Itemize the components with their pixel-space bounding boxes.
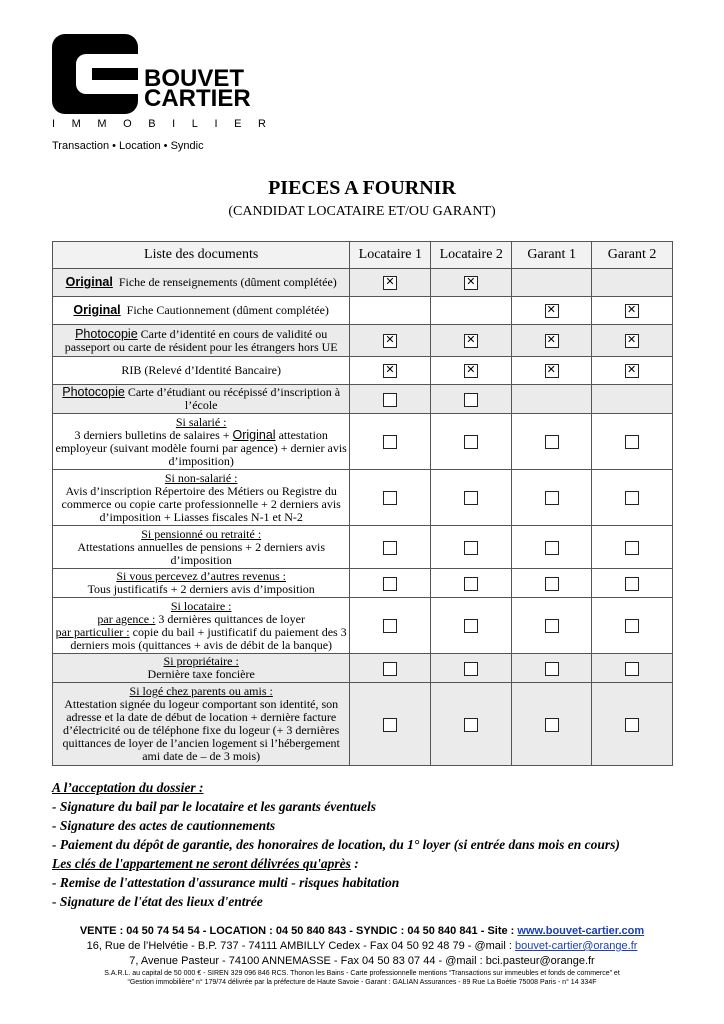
checkbox[interactable] (464, 393, 478, 407)
company-logo (52, 34, 268, 156)
table-header-row (53, 242, 673, 269)
document-description: Si propriétaire : Dernière taxe foncière (53, 654, 350, 683)
document-description: Photocopie Carte d’étudiant ou récépissé d’inscription à l’école (53, 385, 350, 414)
checkbox[interactable] (545, 541, 559, 555)
checkbox-checked[interactable] (464, 276, 478, 290)
checkbox[interactable] (545, 718, 559, 732)
immobilier-wordmark: I M M O B I L I E R (52, 118, 266, 130)
checkbox-checked[interactable] (545, 334, 559, 348)
checkbox[interactable] (464, 662, 478, 676)
document-description: Si locataire : par agence : 3 dernières quittances de loyer par particulier : copie du bail + justificatif du paiement des 3 derniers mois (quittances + avis de débit de la banque) (53, 598, 350, 654)
footer-contacts: VENTE : 04 50 74 54 54 - LOCATION : 04 50 840 843 - SYNDIC : 04 50 840 841 - Site : www.bouvet-cartier.com (79, 925, 645, 937)
checkbox[interactable] (545, 491, 559, 505)
checkbox[interactable] (383, 393, 397, 407)
checkbox[interactable] (383, 619, 397, 633)
logo-mark-icon (52, 34, 142, 116)
table-row (53, 654, 673, 683)
checkbox[interactable] (625, 619, 639, 633)
acceptance-item: - Paiement du dépôt de garantie, des honoraires de location, du 1° loyer (si entrée dans mois en cours) (52, 837, 620, 852)
table-row (53, 297, 673, 325)
brand-name-line2: CARTIER (144, 85, 251, 112)
checkbox[interactable] (464, 435, 478, 449)
document-description: Si non-salarié : Avis d’inscription Répertoire des Métiers ou Registre du commerce ou copie carte professionnelle + 2 derniers avis d’imposition + Liasses fiscales N-1 et N-2 (53, 470, 350, 526)
checkbox[interactable] (383, 491, 397, 505)
checkbox[interactable] (383, 718, 397, 732)
column-header: Locataire 1 (350, 242, 431, 269)
table-row (53, 357, 673, 385)
document-description: RIB (Relevé d’Identité Bancaire) (53, 357, 350, 385)
table-row (53, 683, 673, 766)
table-row (53, 470, 673, 526)
footer-legal: S.A.R.L. au capital de 50 000 € - SIREN 329 096 846 RCS. Thonon les Bains - Carte professionnelle mentions “Transactions sur immeubles et fonds de commerce” et (104, 970, 620, 977)
keys-heading: Les clés de l'appartement ne seront délivrées qu'après : (52, 856, 359, 871)
checkbox[interactable] (625, 662, 639, 676)
keys-item: - Remise de l'attestation d'assurance multi - risques habitation (52, 875, 400, 890)
checkbox[interactable] (383, 662, 397, 676)
checkbox-checked[interactable] (464, 334, 478, 348)
table-row (53, 569, 673, 598)
table-row (53, 269, 673, 297)
brand-name-line1: BOUVET (144, 65, 245, 92)
document-description: Si vous percevez d’autres revenus : Tous justificatifs + 2 derniers avis d’imposition (53, 569, 350, 598)
checkbox[interactable] (545, 619, 559, 633)
checkbox[interactable] (464, 718, 478, 732)
acceptance-section (52, 778, 702, 911)
keys-item: - Signature de l'état des lieux d'entrée (52, 894, 263, 909)
table-row (53, 598, 673, 654)
checkbox[interactable] (625, 435, 639, 449)
checkbox-checked[interactable] (625, 334, 639, 348)
checkbox[interactable] (464, 491, 478, 505)
logo-tagline: Transaction • Location • Syndic (52, 140, 204, 152)
checkbox-checked[interactable] (625, 304, 639, 318)
page-title: PIECES A FOURNIR (268, 177, 456, 199)
table-row (53, 414, 673, 470)
footer-address-ambilly: 16, Rue de l’Helvétie - B.P. 737 - 74111 AMBILLY Cedex - Fax 04 50 92 48 79 - @mail : bouvet-cartier@orange.fr (86, 940, 638, 952)
table-row (53, 385, 673, 414)
footer-address-annemasse: 7, Avenue Pasteur - 74100 ANNEMASSE - Fax 04 50 83 07 44 - @mail : bci.pasteur@orange.fr (129, 955, 595, 967)
checkbox-checked[interactable] (383, 276, 397, 290)
acceptance-item: - Signature des actes de cautionnements (52, 818, 276, 833)
column-header: Garant 1 (512, 242, 592, 269)
document-description: Si salarié : 3 derniers bulletins de salaires + Original attestation employeur (suivant modèle fourni par agence) + dernier avis d’imposition) (53, 414, 350, 470)
documents-table (52, 241, 673, 766)
checkbox[interactable] (383, 577, 397, 591)
checkbox[interactable] (545, 662, 559, 676)
checkbox-checked[interactable] (383, 334, 397, 348)
checkbox[interactable] (464, 619, 478, 633)
checkbox[interactable] (464, 541, 478, 555)
table-row (53, 526, 673, 569)
document-description: Original Fiche de renseignements (dûment complétée) (53, 269, 350, 297)
acceptance-heading: A l’acceptation du dossier : (52, 780, 204, 795)
checkbox[interactable] (625, 491, 639, 505)
document-description: Photocopie Carte d’identité en cours de validité ou passeport ou carte de résident pour les étrangers hors UE (53, 325, 350, 357)
footer-legal: “Gestion immobilière” n° 179/74 délivrée par la préfecture de Haute Savoie - Garant : GALIAN Assurances - 89 Rue La Boétie 75008 Paris - n° 14 334F (127, 979, 597, 986)
table-row (53, 325, 673, 357)
checkbox-checked[interactable] (545, 304, 559, 318)
column-header: Locataire 2 (431, 242, 512, 269)
checkbox[interactable] (464, 577, 478, 591)
document-description: Original Fiche Cautionnement (dûment complétée) (53, 297, 350, 325)
checkbox[interactable] (545, 435, 559, 449)
page-subtitle: (CANDIDAT LOCATAIRE ET/OU GARANT) (228, 204, 496, 219)
checkbox[interactable] (625, 718, 639, 732)
document-description: Si logé chez parents ou amis : Attestation signée du logeur comportant son identité, son adresse et la date de début de location + dernière facture d’électricité ou de téléphone fixe du logeur (+ 3 dernières quittances de loyer de l’ancien logement si l’hébergement ami date de – de 3 mois) (53, 683, 350, 766)
checkbox[interactable] (383, 435, 397, 449)
website-link[interactable]: www.bouvet-cartier.com (517, 925, 645, 937)
checkbox[interactable] (383, 541, 397, 555)
checkbox[interactable] (625, 577, 639, 591)
page-footer (0, 924, 724, 987)
checkbox-checked[interactable] (545, 364, 559, 378)
column-header: Garant 2 (592, 242, 673, 269)
checkbox-checked[interactable] (383, 364, 397, 378)
document-description: Si pensionné ou retraité : Attestations annuelles de pensions + 2 derniers avis d’imposition (53, 526, 350, 569)
checkbox-checked[interactable] (464, 364, 478, 378)
checkbox-checked[interactable] (625, 364, 639, 378)
checkbox[interactable] (625, 541, 639, 555)
email-link[interactable]: bouvet-cartier@orange.fr (514, 940, 638, 952)
acceptance-item: - Signature du bail par le locataire et les garants éventuels (52, 799, 377, 814)
checkbox[interactable] (545, 577, 559, 591)
column-header: Liste des documents (53, 242, 350, 269)
